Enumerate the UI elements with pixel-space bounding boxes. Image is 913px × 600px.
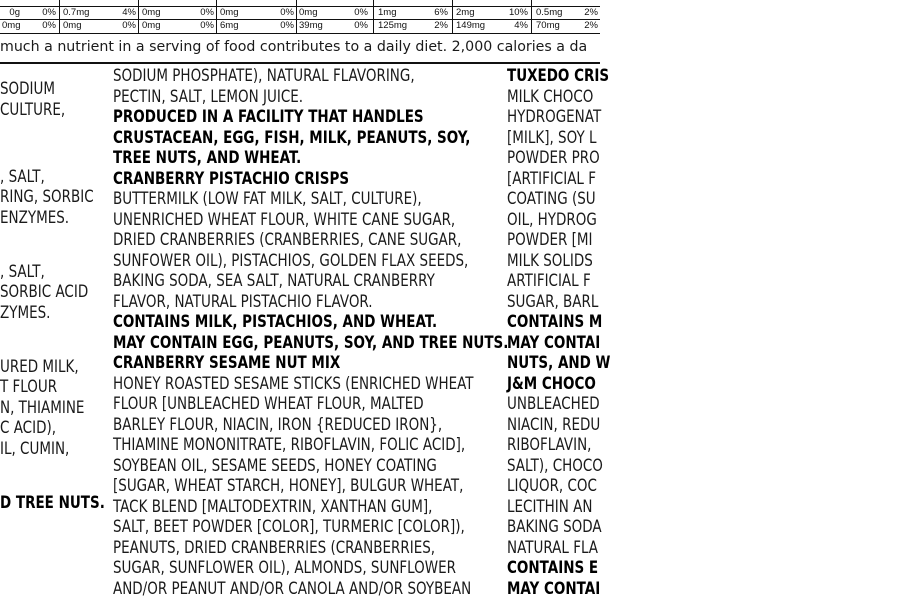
section-rule <box>0 62 600 64</box>
ingredient-line: [SUGAR, WHEAT STARCH, HONEY], BULGUR WHEAT, <box>113 476 464 496</box>
ingredient-line: RING, SORBIC <box>0 187 94 207</box>
ingredient-heading-line: CRANBERRY PISTACHIO CRISPS <box>113 168 350 189</box>
ingredient-line: DRIED CRANBERRIES (CRANBERRIES, CANE SUGAR, <box>113 230 462 250</box>
ingredient-line: POWDER PRO <box>507 148 600 168</box>
ingredient-line: BARLEY FLOUR, NIACIN, IRON {REDUCED IRON}, <box>113 414 443 435</box>
ingredient-line: SODIUM PHOSPHATE), NATURAL FLAVORING, <box>113 66 415 86</box>
ingredient-line: SORBIC ACID <box>0 282 89 302</box>
nutrition-cell: 0% <box>200 7 214 18</box>
ingredient-line: MILK SOLIDS <box>507 250 593 271</box>
nutrition-cell: 149mg <box>456 20 486 31</box>
ingredient-line: AND/OR PEANUT AND/OR CANOLA AND/OR SOYBEAN <box>113 578 472 599</box>
ingredient-line: ZYMES. <box>0 302 51 323</box>
ingredient-line: LECITHIN AN <box>507 496 593 517</box>
ingredient-line: RIBOFLAVIN, <box>507 435 592 455</box>
nutrition-cell: 6% <box>434 7 448 18</box>
ingredient-line: TACK BLEND [MALTODEXTRIN, XANTHAN GUM], <box>113 496 433 517</box>
ingredient-line: ENZYMES. <box>0 207 70 228</box>
ingredient-heading-line: MAY CONTAI <box>507 332 601 353</box>
ingredient-line: THIAMINE MONONITRATE, RIBOFLAVIN, FOLIC ACID], <box>113 435 466 455</box>
ingredient-line: [ARTIFICIAL F <box>507 168 596 189</box>
table-divider <box>296 0 297 34</box>
nutrition-cell: 0% <box>42 7 56 18</box>
ingredient-line: URED MILK, <box>0 356 79 377</box>
nutrition-cell: 2% <box>584 20 598 31</box>
ingredient-line: MILK CHOCO <box>507 86 594 107</box>
ingredient-line: COATING (SU <box>507 189 596 209</box>
table-divider <box>452 0 453 34</box>
nutrition-cell: 0.5mg <box>536 7 563 18</box>
ingredient-line: [MILK], SOY L <box>507 127 597 148</box>
ingredient-heading-line: CONTAINS MILK, PISTACHIOS, AND WHEAT. <box>113 312 438 332</box>
nutrition-cell: 2% <box>584 7 598 18</box>
ingredients-column-right <box>507 66 611 600</box>
daily-value-footnote: much a nutrient in a serving of food contributes to a daily diet. 2,000 calories a da <box>0 39 588 55</box>
column-lines <box>507 66 913 599</box>
nutrition-row <box>0 6 600 19</box>
nutrition-cell: 0% <box>122 20 136 31</box>
ingredient-heading-line: CRUSTACEAN, EGG, FISH, MILK, PEANUTS, SOY, <box>113 127 471 148</box>
ingredient-line: SOYBEAN OIL, SESAME SEEDS, HONEY COATING <box>113 455 437 476</box>
nutrition-cell: 2% <box>434 20 448 31</box>
ingredient-line: OIL, HYDROG <box>507 209 597 230</box>
nutrition-cell: 0mg <box>220 7 239 18</box>
nutrition-table <box>0 0 600 34</box>
ingredient-heading-line: CONTAINS E <box>507 558 599 578</box>
ingredient-line: BUTTERMILK (LOW FAT MILK, SALT, CULTURE), <box>113 189 422 209</box>
ingredient-line: CULTURE, <box>0 99 66 120</box>
table-divider <box>138 0 139 34</box>
nutrition-cell: 70mg <box>536 20 560 31</box>
nutrition-cell: 10% <box>508 7 528 18</box>
ingredient-line: N, THIAMINE <box>0 397 85 418</box>
nutrition-cell: 0% <box>200 20 214 31</box>
nutrition-cell: 1mg <box>378 7 397 18</box>
nutrition-cell: 0% <box>354 7 368 18</box>
nutrition-cell: 125mg <box>378 20 408 31</box>
nutrition-cell: 0mg <box>142 7 161 18</box>
ingredient-heading-line: PRODUCED IN A FACILITY THAT HANDLES <box>113 107 424 127</box>
nutrition-cell: 0% <box>354 20 368 31</box>
nutrition-cell: 0% <box>280 20 294 31</box>
nutrition-row <box>0 19 600 32</box>
column-lines <box>113 66 519 599</box>
ingredient-line: POWDER [MI <box>507 230 593 250</box>
ingredient-line: UNBLEACHED <box>507 394 600 414</box>
ingredient-line: HONEY ROASTED SESAME STICKS (ENRICHED WHEAT <box>113 373 474 394</box>
ingredient-line: NIACIN, REDU <box>507 414 601 435</box>
table-divider <box>373 0 374 34</box>
ingredient-heading-line: D TREE NUTS. <box>0 492 105 513</box>
ingredient-line: NATURAL FLA <box>507 537 598 558</box>
nutrition-cell: 0.7mg <box>63 7 90 18</box>
ingredient-line: SUGAR, BARL <box>507 291 599 312</box>
ingredient-heading-line: MAY CONTAI <box>507 578 601 599</box>
ingredient-heading-line: CRANBERRY SESAME NUT MIX <box>113 353 341 373</box>
ingredient-line: UNENRICHED WHEAT FLOUR, WHITE CANE SUGAR, <box>113 209 456 230</box>
table-divider <box>531 0 532 34</box>
table-divider <box>59 0 60 34</box>
ingredient-line: HYDROGENAT <box>507 107 602 127</box>
ingredient-line: SUGAR, SUNFLOWER OIL), ALMONDS, SUNFLOWER <box>113 558 457 578</box>
ingredient-line: SUNFOWER OIL), PISTACHIOS, GOLDEN FLAX SEEDS, <box>113 250 469 271</box>
ingredient-line: SALT, BEET POWDER [COLOR], TURMERIC [COLOR]), <box>113 517 465 537</box>
ingredient-line: T FLOUR <box>0 377 58 397</box>
nutrition-cell: 0mg <box>142 20 161 31</box>
nutrition-cell: 4% <box>122 7 136 18</box>
nutrition-cell: 4% <box>514 20 528 31</box>
ingredient-line: SODIUM <box>0 79 56 99</box>
nutrition-cell: 0mg <box>299 7 318 18</box>
nutrition-cell: 6mg <box>220 20 239 31</box>
ingredient-line: FLAVOR, NATURAL PISTACHIO FLAVOR. <box>113 291 373 312</box>
ingredient-line: C ACID), <box>0 418 57 438</box>
nutrition-cell: 2mg <box>456 7 475 18</box>
ingredient-line: BAKING SODA <box>507 517 602 537</box>
table-divider <box>216 0 217 34</box>
ingredient-line: ARTIFICIAL F <box>507 271 591 291</box>
ingredient-line: PECTIN, SALT, LEMON JUICE. <box>113 86 304 107</box>
nutrition-cell: 0mg <box>2 20 21 31</box>
ingredient-line: IL, CUMIN, <box>0 438 70 459</box>
ingredient-line: FLOUR [UNBLEACHED WHEAT FLOUR, MALTED <box>113 394 424 414</box>
nutrition-cell: 39mg <box>299 20 323 31</box>
ingredient-heading-line: TUXEDO CRIS <box>507 66 610 86</box>
ingredient-line: BAKING SODA, SEA SALT, NATURAL CRANBERRY <box>113 271 435 291</box>
ingredient-line: PEANUTS, DRIED CRANBERRIES (CRANBERRIES, <box>113 537 436 558</box>
ingredient-heading-line: MAY CONTAIN EGG, PEANUTS, SOY, AND TREE NUTS. <box>113 332 509 353</box>
nutrition-cell: 0mg <box>63 20 82 31</box>
ingredient-line: , SALT, <box>0 261 45 282</box>
ingredient-heading-line: TREE NUTS, AND WHEAT. <box>113 148 302 168</box>
nutrition-cell: 0% <box>280 7 294 18</box>
nutrition-cell: 0% <box>42 20 56 31</box>
ingredient-line: SALT), CHOCO <box>507 455 603 476</box>
ingredient-line: LIQUOR, COC <box>507 476 597 496</box>
ingredients-column-left <box>0 66 105 600</box>
ingredients-column-middle <box>113 66 509 600</box>
ingredient-heading-line: CONTAINS M <box>507 312 603 332</box>
ingredient-heading-line: J&M CHOCO <box>507 373 596 394</box>
nutrition-cell: 0g <box>9 7 20 18</box>
ingredient-heading-line: NUTS, AND W <box>507 353 611 373</box>
ingredient-line: , SALT, <box>0 166 45 187</box>
